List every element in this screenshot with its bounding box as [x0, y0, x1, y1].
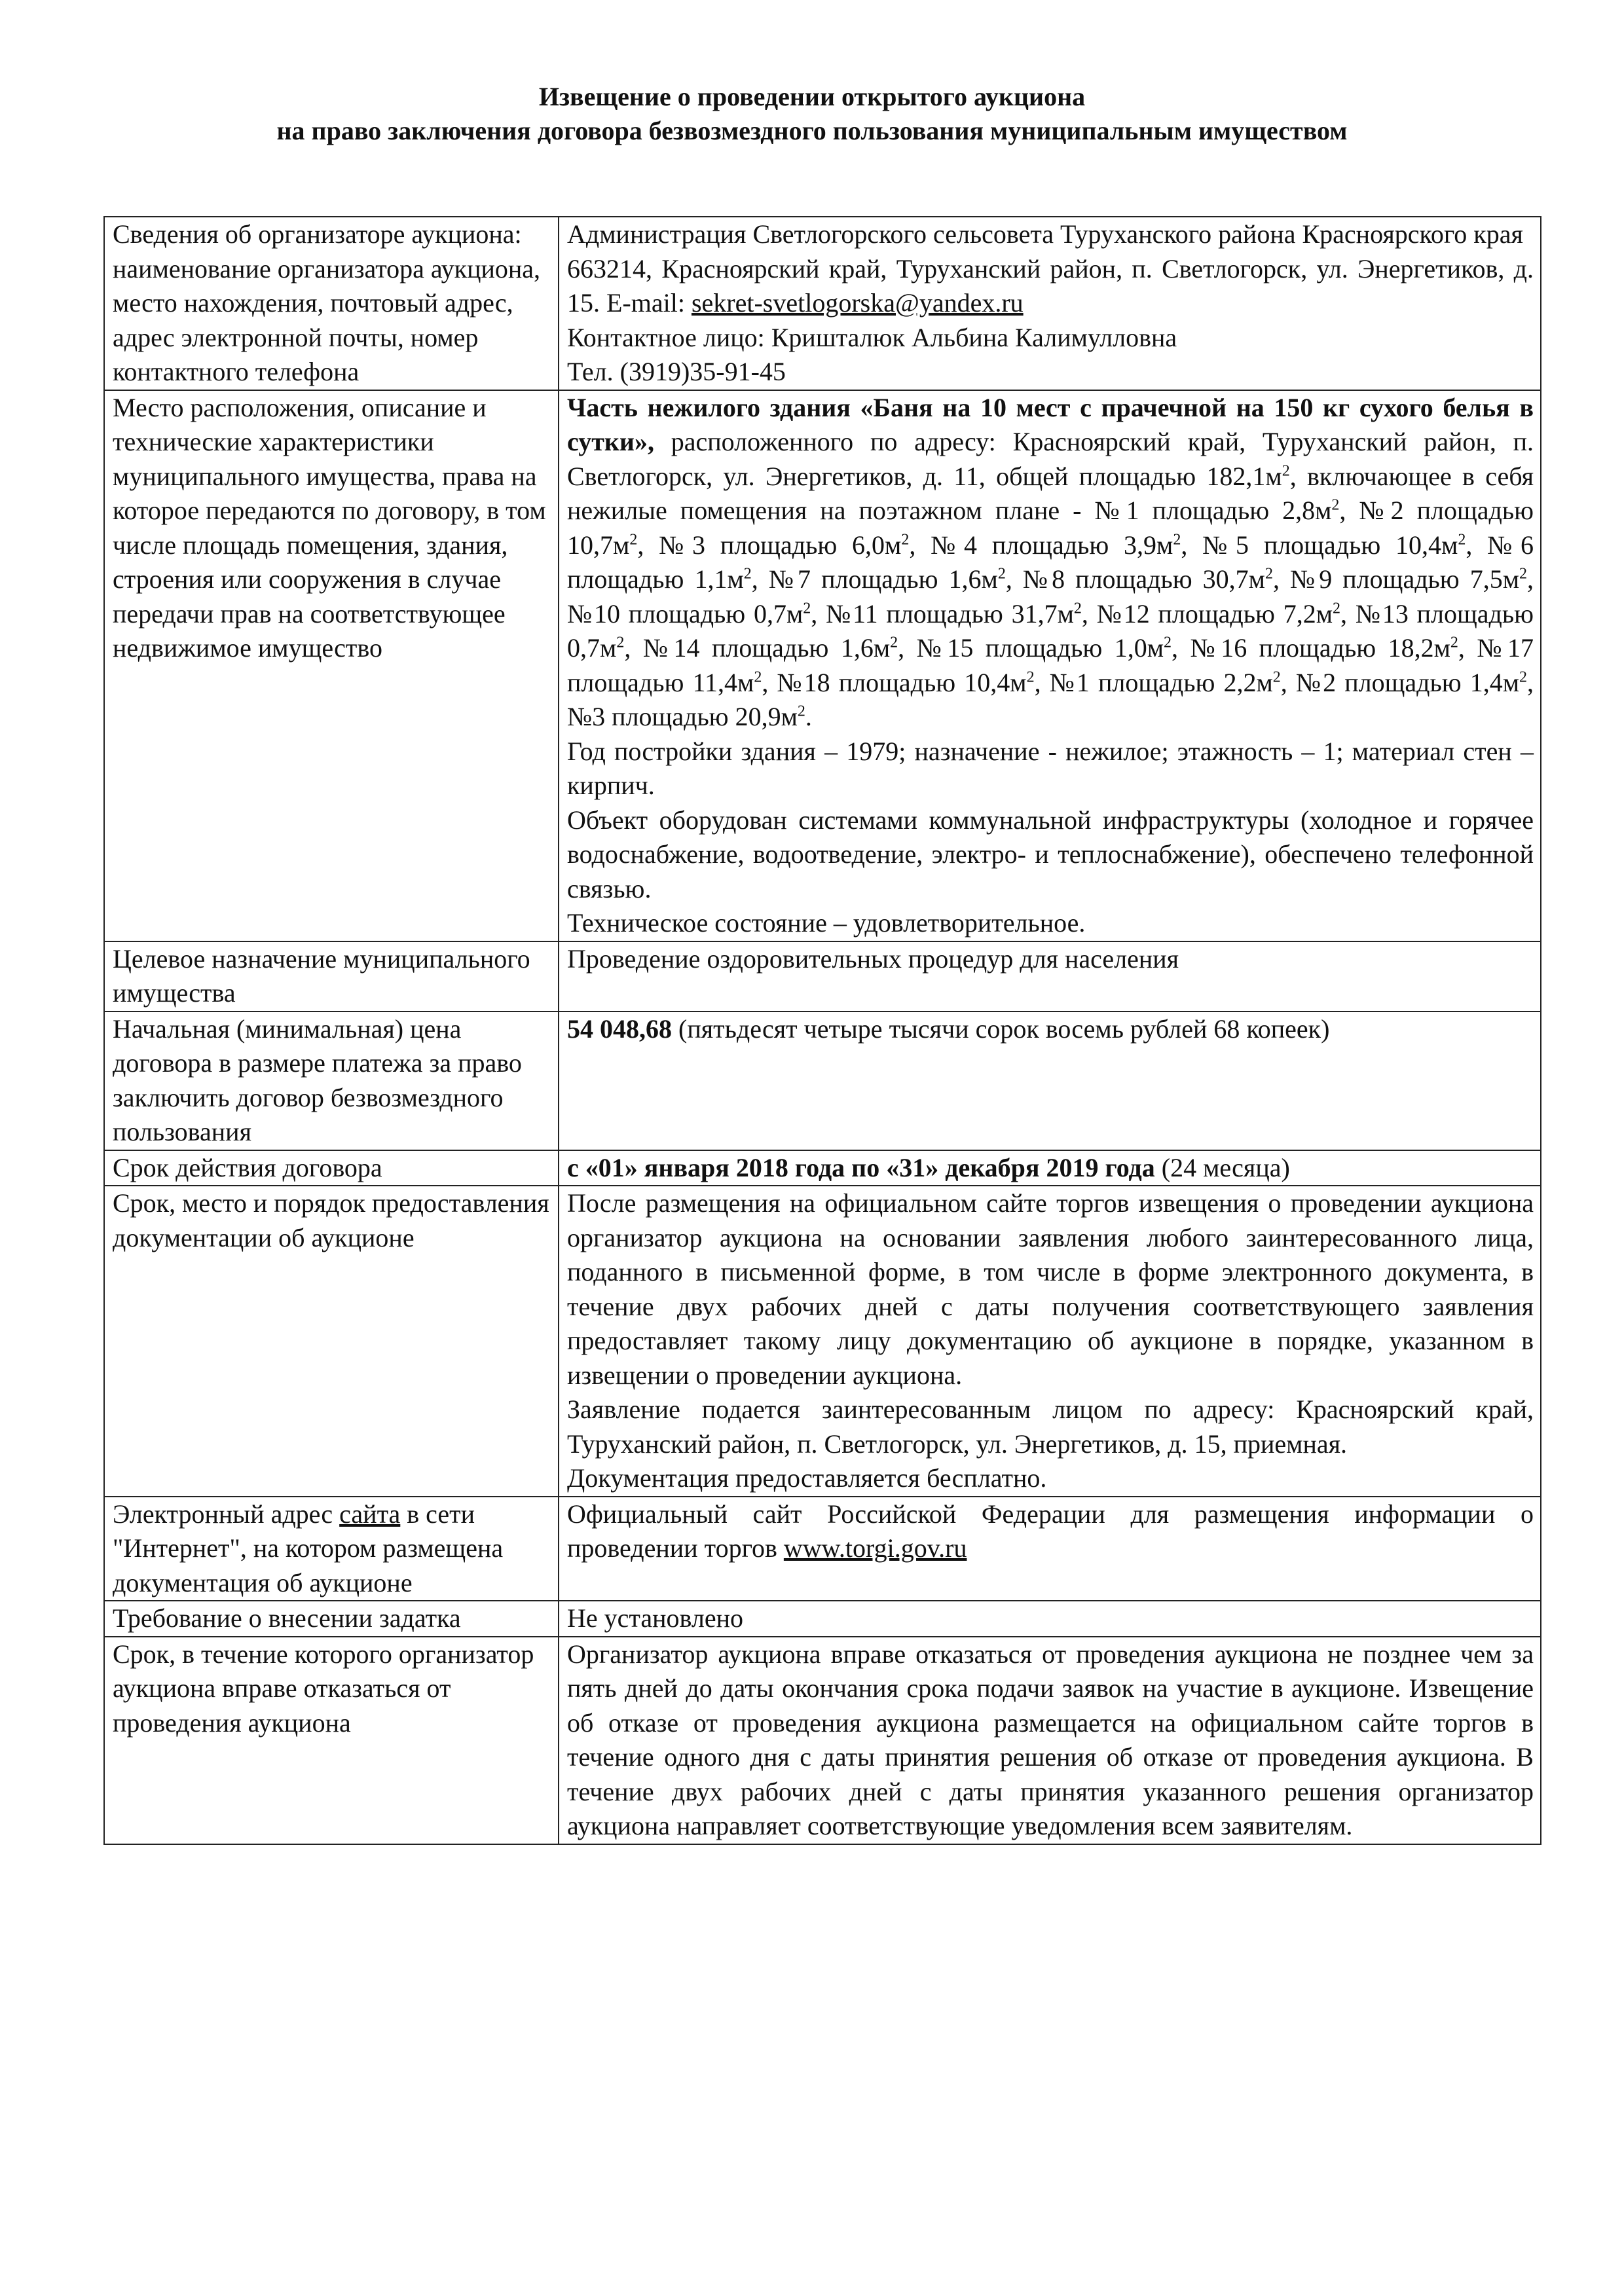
- value-property: [559, 390, 1541, 941]
- property-utilities: Объект оборудован системами коммунальной инфраструктуры (холодное и горячее водоснабжение, водоотведение, электро- и теплоснабжение), обеспечено телефонной связью.: [567, 805, 1534, 903]
- docs-paragraph-1: После размещения на официальном сайте торгов извещения о проведении аукциона организатор аукциона на основании заявления любого заинтересованного лица, поданного в письменной форме, в том числе в форме электронного документа, в течение двух рабочих дней с даты получения соответствующего заявления предоставляет такому лицу документацию об аукционе в порядке, указанном в извещении о проведении аукциона.: [567, 1188, 1534, 1390]
- label-deposit: Требование о внесении задатка: [104, 1601, 559, 1637]
- room-item: №16 площадью $18,2м^2$,: [1190, 633, 1477, 663]
- value-deposit: Не установлено: [559, 1601, 1541, 1637]
- room-item: №15 площадью $1,0м^2$,: [916, 633, 1190, 663]
- title-line-2: на право заключения договора безвозмездного пользования муниципальным имуществом: [276, 116, 1348, 145]
- room-item: №6 площадью $1,1м^2$,: [567, 530, 1534, 594]
- label-docs: Срок, место и порядок предоставления документации об аукционе: [104, 1186, 559, 1497]
- room-item: №2 площадью $1,4м^2$,: [1295, 667, 1534, 697]
- row-term: [104, 1150, 1541, 1186]
- docs-paragraph-2: Заявление подается заинтересованным лицом по адресу: Красноярский край, Туруханский район, п. Светлогорск, ул. Энергетиков, д. 15, приемная.: [567, 1394, 1534, 1459]
- organizer-email-link[interactable]: sekret-svetlogorska@yandex.ru: [691, 288, 1024, 318]
- row-docs: [104, 1186, 1541, 1497]
- term-period: с «01» января 2018 года по «31» декабря 2019 года: [567, 1152, 1155, 1182]
- label-purpose: Целевое назначение муниципального имущества: [104, 941, 559, 1011]
- value-cancel: Организатор аукциона вправе отказаться от проведения аукциона не позднее чем за пять дней до даты окончания срока подачи заявок на участие в аукционе. Извещение об отказе от проведения аукциона размещается на официальном сайте торгов в течение одного дня с даты принятия решения об отказе от проведения аукциона. В течение двух рабочих дней с даты принятия указанного решения организатор аукциона направляет соответствующие уведомления всем заявителям.: [559, 1637, 1541, 1844]
- room-list: [567, 496, 1534, 731]
- room-item: №7 площадью $1,6м^2$,: [768, 564, 1023, 594]
- value-organizer: [559, 217, 1541, 390]
- torgi-url-link[interactable]: www.torgi.gov.ru: [783, 1533, 967, 1563]
- room-item: №2 площадью $10,7м^2$,: [567, 496, 1534, 560]
- row-cancel: [104, 1637, 1541, 1844]
- label-term: Срок действия договора: [104, 1150, 559, 1186]
- row-website: [104, 1497, 1541, 1601]
- room-item: №4 площадью $3,9м^2$,: [931, 530, 1203, 560]
- row-price: [104, 1011, 1541, 1150]
- row-property: [104, 390, 1541, 941]
- value-website: Официальный сайт Российской Федерации для размещения информации о проведении торгов www.torgi.gov.ru: [559, 1497, 1541, 1601]
- label-price: Начальная (минимальная) цена договора в размере платежа за право заключить договор безвозмездного пользования: [104, 1011, 559, 1150]
- room-item: №1 площадью $2,2м^2$,: [1049, 667, 1296, 697]
- property-description: Часть нежилого здания «Баня на 10 мест с прачечной на 150 кг сухого белья в сутки», расположенного по адресу: Красноярский край, Туруханский район, п. Светлогорск, ул. Энергетиков, д. 11, общей площадью $182,1м^2$, включающее в себя нежилые помещения на поэтажном плане - №1 площадью $2,8м^2$, №2 площадью $10,7м^2$, №3 площадью $6,0м^2$, №4 площадью $3,9м^2$, №5 площадью $10,4м^2$, №6 площадью $1,1м^2$, №7 площадью $1,6м^2$, №8 площадью $30,7м^2$, №9 площадью $7,5м^2$, №10 площадью $0,7м^2$, №11 площадью $31,7м^2$, №12 площадью $7,2м^2$, №13 площадью $0,7м^2$, №14 площадью $1,6м^2$, №15 площадью $1,0м^2$, №16 площадью $18,2м^2$, №17 площадью $11,4м^2$, №18 площадью $10,4м^2$, №1 площадью $2,2м^2$, №2 площадью $1,4м^2$, №3 площадью $20,9м^2$.: [567, 392, 1534, 731]
- room-item: №13 площадью $0,7м^2$,: [567, 598, 1534, 663]
- room-item: №8 площадью $30,7м^2$,: [1022, 564, 1291, 594]
- room-item: №17 площадью $11,4м^2$,: [567, 633, 1534, 697]
- room-item: №10 площадью $0,7м^2$,: [567, 598, 826, 629]
- label-website: Электронный адрес сайта в сети "Интернет", на котором размещена документация об аукционе: [104, 1497, 559, 1601]
- room-item: №3 площадью $20,9м^2$.: [567, 702, 812, 731]
- row-organizer: [104, 217, 1541, 390]
- document-title: [0, 80, 1624, 148]
- property-condition: Техническое состояние – удовлетворительное.: [567, 908, 1086, 938]
- label-property: Место расположения, описание и технические характеристики муниципального имущества, права на которое передаются по договору, в том числе площадь помещения, здания, строения или сооружения в случае передачи прав на соответствующее недвижимое имущество: [104, 390, 559, 941]
- organizer-name: Администрация Светлогорского сельсовета Туруханского района Красноярского края: [567, 219, 1523, 249]
- title-line-1: Извещение о проведении открытого аукциона: [538, 82, 1086, 111]
- room-item: №9 площадью $7,5м^2$,: [1290, 564, 1534, 594]
- room-item: №14 площадью $1,6м^2$,: [642, 633, 917, 663]
- price-words: (пятьдесят четыре тысячи сорок восемь рублей 68 копеек): [672, 1013, 1330, 1044]
- room-item: №1 площадью $2,8м^2$,: [1094, 496, 1359, 525]
- value-purpose: Проведение оздоровительных процедур для населения: [559, 941, 1541, 1011]
- price-amount: 54 048,68: [567, 1013, 672, 1044]
- property-year: Год постройки здания – 1979; назначение - нежилое; этажность – 1; материал стен – кирпич.: [567, 736, 1534, 800]
- organizer-phone: Тел. (3919)35-91-45: [567, 357, 786, 386]
- docs-paragraph-3: Документация предоставляется бесплатно.: [567, 1463, 1047, 1493]
- term-months: (24 месяца): [1154, 1152, 1290, 1182]
- room-item: №5 площадью $10,4м^2$,: [1202, 530, 1488, 560]
- row-purpose: [104, 941, 1541, 1011]
- room-item: №11 площадью $31,7м^2$,: [826, 598, 1097, 629]
- property-object-title: Часть нежилого здания «Баня на 10 мест с прачечной на 150 кг сухого белья в сутки»,: [567, 392, 1534, 456]
- room-item: №12 площадью $7,2м^2$,: [1096, 598, 1356, 629]
- room-item: №18 площадью $10,4м^2$,: [777, 667, 1050, 697]
- row-deposit: [104, 1601, 1541, 1637]
- label-organizer: Сведения об организаторе аукциона: наименование организатора аукциона, место нахождения, почтовый адрес, адрес электронной почты, номер контактного телефона: [104, 217, 559, 390]
- label-website-link[interactable]: сайта: [339, 1499, 401, 1529]
- value-docs: [559, 1186, 1541, 1497]
- value-term: [559, 1150, 1541, 1186]
- auction-notice-table: [103, 216, 1541, 1845]
- organizer-contact: Контактное лицо: Кришталюк Альбина Калимулловна: [567, 322, 1177, 352]
- organizer-address: 663214, Красноярский край, Туруханский район, п. Светлогорск, ул. Энергетиков, д. 15. E-mail: sekret-svetlogorska@yandex.ru: [567, 253, 1534, 318]
- value-price: [559, 1011, 1541, 1150]
- label-cancel: Срок, в течение которого организатор аукциона вправе отказаться от проведения аукциона: [104, 1637, 559, 1844]
- room-item: №3 площадью $6,0м^2$,: [659, 530, 931, 560]
